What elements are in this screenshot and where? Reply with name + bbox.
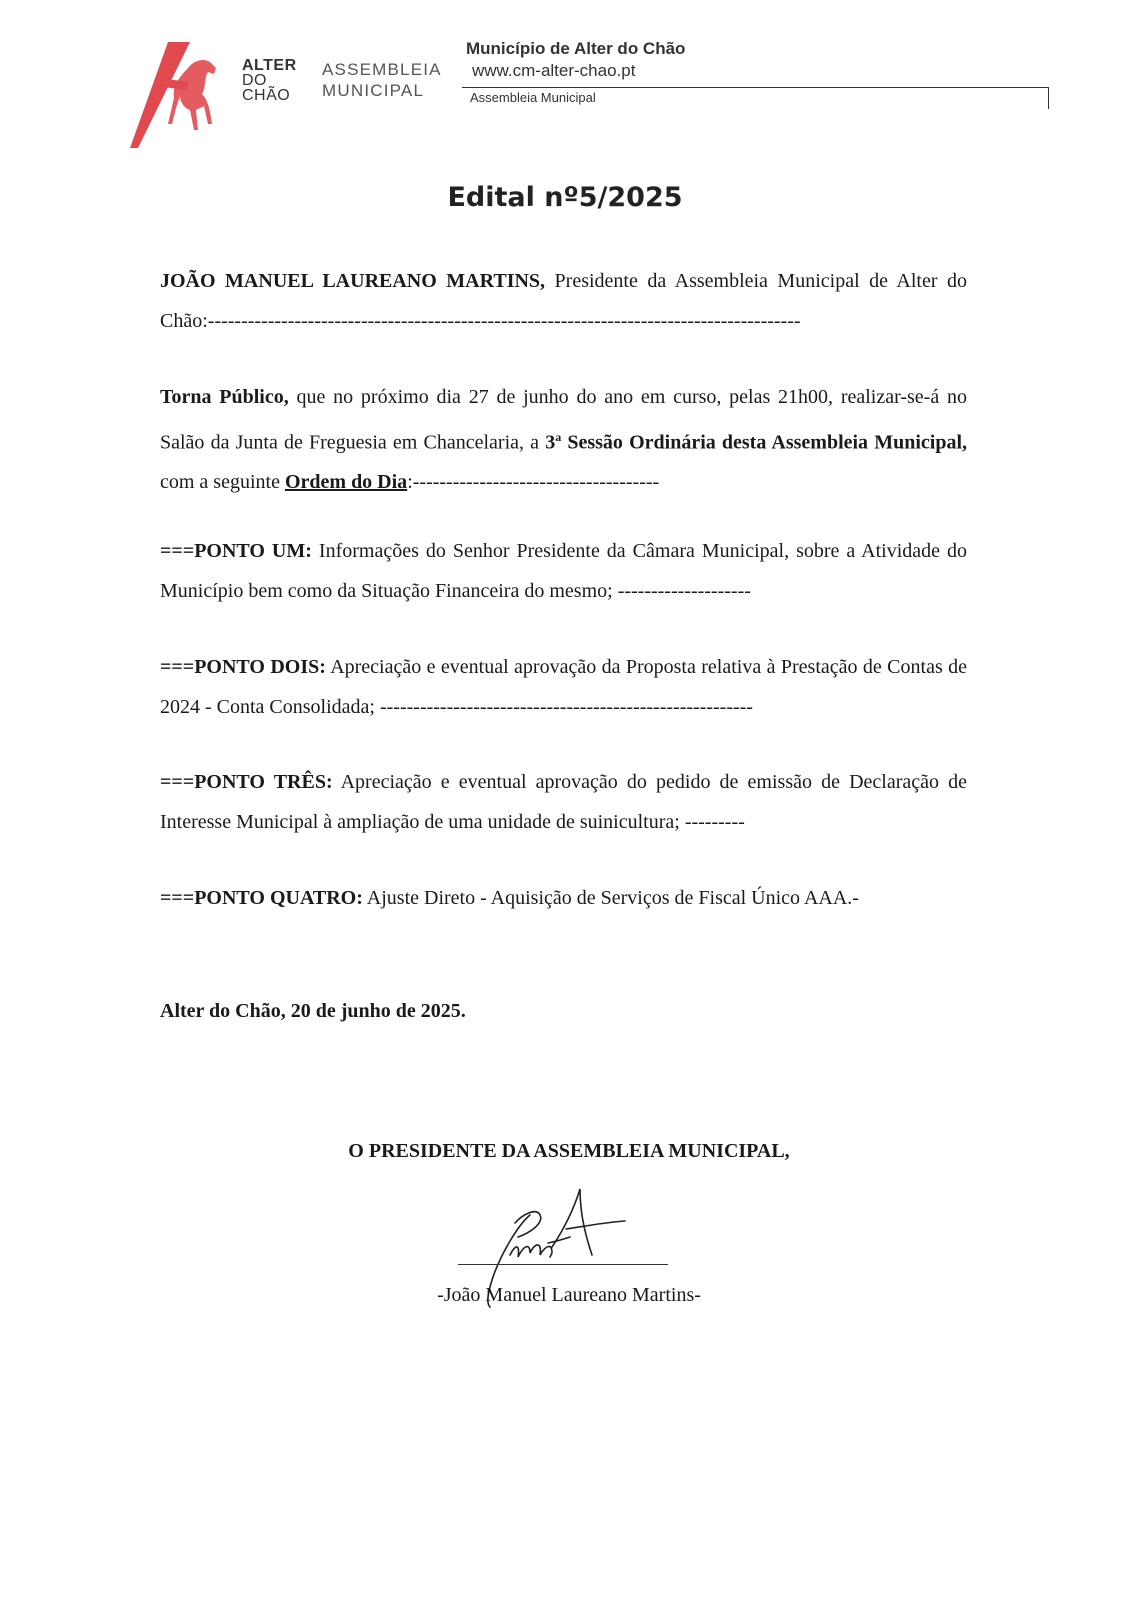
logo-assembleia-line-1: ASSEMBLEIA xyxy=(322,60,442,79)
signatory-name: -João Manuel Laureano Martins- xyxy=(437,1284,701,1306)
agenda-item-dashes: --------- xyxy=(684,810,745,833)
logo-assembleia xyxy=(322,59,442,101)
announcement-text-2: com a seguinte xyxy=(160,470,285,493)
letterhead-divider-end xyxy=(1048,87,1049,109)
logo-line-1: ALTER xyxy=(242,57,297,74)
agenda-item-text: Informações do Senhor Presidente da Câmara Municipal, sobre a Atividade do Município bem como da Situação Financeira do mesmo; xyxy=(160,540,968,602)
logo-tagline xyxy=(242,115,282,119)
agenda-item-label: ===PONTO UM: xyxy=(160,540,312,562)
intro-text: Presidente da Assembleia Municipal de Alter do Chão: xyxy=(160,270,968,332)
announcement-lead: Torna Público, xyxy=(160,386,289,408)
agenda-item-3 xyxy=(160,763,967,842)
agenda-item-label: ===PONTO DOIS: xyxy=(160,656,326,678)
agenda-item-text: Apreciação e eventual aprovação da Proposta relativa à Prestação de Contas de 2024 - Conta Consolidada; xyxy=(160,656,967,718)
announcement-text: que no próximo dia 27 de junho do ano em curso, pelas 21h00, realizar-se-á no Salão da Junta de Freguesia em Chancelaria, a xyxy=(160,386,967,454)
agenda-item-label: ===PONTO QUATRO: xyxy=(160,887,363,909)
agenda-item-label: ===PONTO TRÊS: xyxy=(160,771,333,793)
document-title: Edital nº5/2025 xyxy=(447,182,683,213)
website-link[interactable]: www.cm-alter-chao.pt xyxy=(472,61,636,80)
logo-wordmark xyxy=(242,58,297,103)
horse-logo-icon xyxy=(128,38,228,150)
document-date: Alter do Chão, 20 de junho de 2025. xyxy=(160,1000,466,1022)
signature-line xyxy=(458,1264,668,1265)
logo-assembleia-line-2: MUNICIPAL xyxy=(322,81,425,100)
signatory-role: O PRESIDENTE DA ASSEMBLEIA MUNICIPAL, xyxy=(348,1140,790,1162)
intro-dashes: ----------------------------------------------------------------------------------------- xyxy=(207,309,801,332)
agenda-item-dashes: -------------------------------------------------------- xyxy=(379,695,753,718)
letterhead-subtitle: Assembleia Municipal xyxy=(470,90,596,105)
session-name: Sessão Ordinária desta Assembleia Municipal, xyxy=(561,431,968,454)
agenda-item-1 xyxy=(160,532,967,611)
session-number: 3 xyxy=(545,431,556,454)
session-ordinal: a xyxy=(555,429,562,444)
letterhead xyxy=(466,38,685,82)
agenda-label: Ordem do Dia xyxy=(284,470,408,493)
logo-line-3: CHÃO xyxy=(242,87,291,104)
president-name: JOÃO MANUEL LAUREANO MARTINS, xyxy=(160,270,546,292)
intro-paragraph xyxy=(160,262,967,341)
municipality-name: Município de Alter do Chão xyxy=(466,39,686,58)
agenda-item-dashes: -------------------- xyxy=(617,579,751,602)
agenda-item-text: Apreciação e eventual aprovação do pedido de emissão de Declaração de Interesse Municipal à ampliação de uma unidade de suinicultura; xyxy=(160,771,967,833)
agenda-item-4 xyxy=(160,879,967,919)
agenda-item-text: Ajuste Direto - Aquisição de Serviços de Fiscal Único AAA.- xyxy=(362,887,859,909)
letterhead-divider xyxy=(462,87,1049,88)
agenda-item-2 xyxy=(160,648,967,727)
announcement-dashes: :------------------------------------- xyxy=(407,470,660,493)
logo-line-2: DO xyxy=(242,72,267,89)
announcement-paragraph xyxy=(160,378,967,502)
